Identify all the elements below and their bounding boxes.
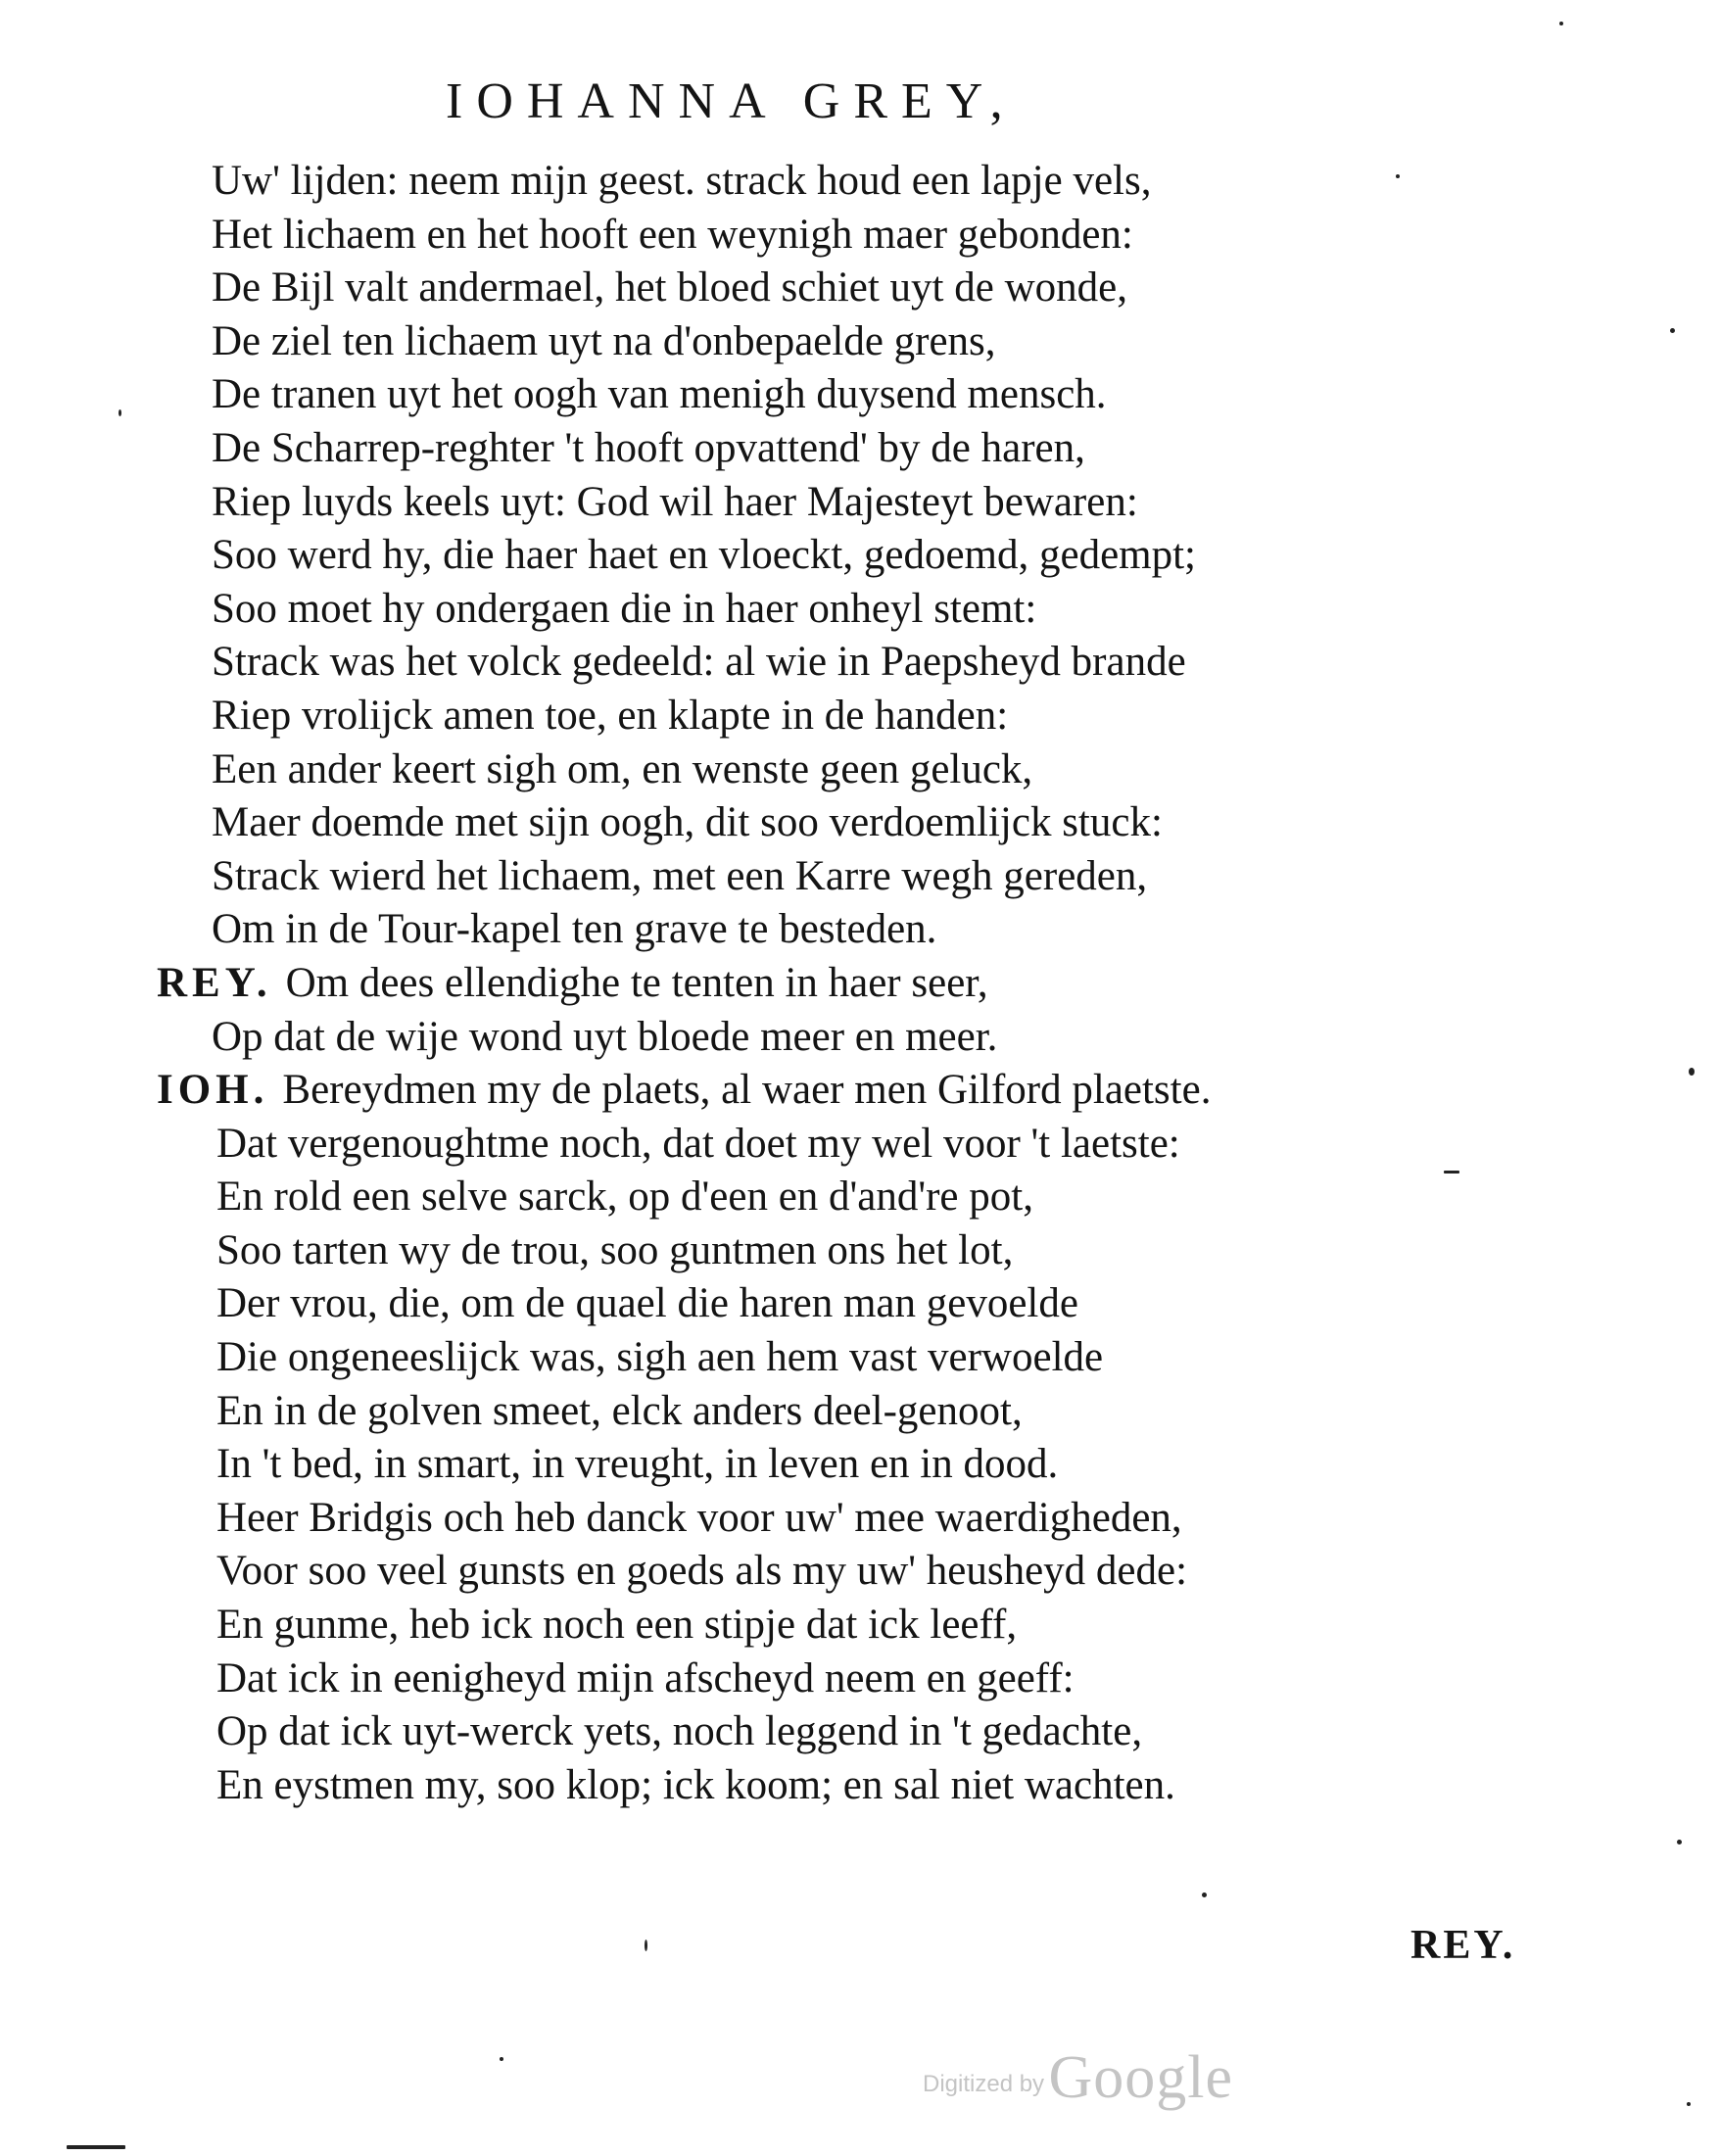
verse-line [157,903,1430,957]
verse-text: Heer Bridgis och heb danck voor uw' mee waerdigheden, [216,1494,1182,1541]
print-speck [1202,1892,1207,1897]
verse-text: Die ongeneeslijck was, sigh aen hem vast verwoelde [216,1334,1104,1381]
print-speck [1687,2102,1691,2106]
verse-text: Der vrou, die, om de quael die haren man gevoelde [216,1280,1078,1327]
verse-text: En gunme, heb ick noch een stipje dat ick leeff, [216,1602,1018,1649]
verse-text: Soo werd hy, die haer haet en vloeckt, gedoemd, gedempt; [212,532,1196,579]
verse-line [157,1385,1430,1439]
verse-line [157,1118,1430,1172]
verse-text: In 't bed, in smart, in vreught, in leven en in dood. [216,1441,1059,1488]
verse-line [157,1438,1430,1492]
verse-line [157,368,1430,422]
verse-text: En in de golven smeet, elck anders deel-genoot, [216,1387,1023,1434]
print-speck [67,2145,125,2149]
verse-line [157,743,1430,797]
verse-block [157,155,1430,1812]
print-speck [645,1940,647,1951]
print-speck [500,2057,503,2061]
verse-text: Bereydmen my de plaets, al waer men Gilford plaetste. [282,1067,1212,1114]
verse-line [157,796,1430,850]
verse-line [157,1277,1430,1331]
verse-text: Riep luyds keels uyt: God wil haer Majesteyt bewaren: [212,478,1138,525]
verse-text: De tranen uyt het oogh van menigh duysend mensch. [212,371,1107,418]
verse-text: De ziel ten lichaem uyt na d'onbepaelde grens, [212,317,996,364]
verse-text: Het lichaem en het hooft een weynigh maer gebonden: [212,211,1133,258]
verse-line [157,1492,1430,1546]
verse-line [157,1705,1430,1759]
verse-text: En rold een selve sarck, op d'een en d'and're pot, [216,1174,1033,1221]
verse-text: Dat vergenoughtme noch, dat doet my wel voor 't laetste: [216,1120,1180,1167]
verse-text: Voor soo veel gunsts en goeds als my uw' heusheyd dede: [216,1548,1188,1595]
verse-text: Maer doemde met sijn oogh, dit soo verdoemlijck stuck: [212,799,1163,846]
verse-line [157,1011,1430,1065]
print-speck [1559,22,1563,25]
verse-line [157,850,1430,904]
verse-text: De Bijl valt andermael, het bloed schiet uyt de wonde, [212,264,1127,311]
verse-line [157,690,1430,743]
print-speck [1677,1840,1682,1845]
verse-line [157,957,1430,1011]
print-speck [1689,1068,1695,1076]
print-speck [1670,328,1675,333]
speaker-tag: IOH. [157,1067,269,1114]
verse-line [157,422,1430,476]
verse-text: En eystmen my, soo klop; ick koom; en sal niet wachten. [216,1761,1175,1808]
verse-text: Een ander keert sigh om, en wenste geen geluck, [212,745,1033,792]
verse-text: Om in de Tour-kapel ten grave te besteden. [212,906,937,953]
verse-line [157,1759,1430,1813]
verse-line [157,583,1430,637]
verse-line [157,476,1430,530]
verse-text: Strack wierd het lichaem, met een Karre wegh gereden, [212,852,1148,899]
verse-text: Uw' lijden: neem mijn geest. strack houd een lapje vels, [212,158,1152,204]
catchword: REY. [1410,1923,1516,1968]
verse-line [157,209,1430,263]
verse-line [157,529,1430,583]
verse-line [157,636,1430,690]
digitized-by-watermark [923,2043,1233,2113]
print-speck [119,409,121,416]
verse-line [157,1331,1430,1385]
running-head: IOHANNA GREY, [446,73,1017,129]
google-logo: Google [1048,2044,1234,2111]
verse-line [157,1171,1430,1224]
verse-text: Riep vrolijck amen toe, en klapte in de handen: [212,692,1009,739]
verse-text: Dat ick in eenigheyd mijn afscheyd neem en geeff: [216,1654,1075,1701]
verse-line [157,1224,1430,1278]
print-speck [1444,1171,1459,1174]
verse-line [157,155,1430,209]
watermark-prefix: Digitized by [923,2071,1045,2097]
verse-text: Soo tarten wy de trou, soo guntmen ons het lot, [216,1226,1014,1273]
verse-text: Om dees ellendighe te tenten in haer seer, [285,959,988,1006]
verse-text: Op dat ick uyt-werck yets, noch leggend in 't gedachte, [216,1708,1143,1755]
verse-line [157,1545,1430,1599]
verse-line [157,315,1430,369]
verse-line [157,262,1430,315]
verse-line [157,1599,1430,1653]
print-speck [1396,174,1400,178]
verse-text: Op dat de wije wond uyt bloede meer en meer. [212,1013,998,1060]
verse-line [157,1653,1430,1706]
verse-text: De Scharrep-reghter 't hooft opvattend' by de haren, [212,424,1085,471]
speaker-tag: REY. [157,959,272,1006]
verse-text: Soo moet hy ondergaen die in haer onheyl stemt: [212,585,1037,632]
verse-line [157,1064,1430,1118]
verse-text: Strack was het volck gedeeld: al wie in Paepsheyd brande [212,639,1186,686]
